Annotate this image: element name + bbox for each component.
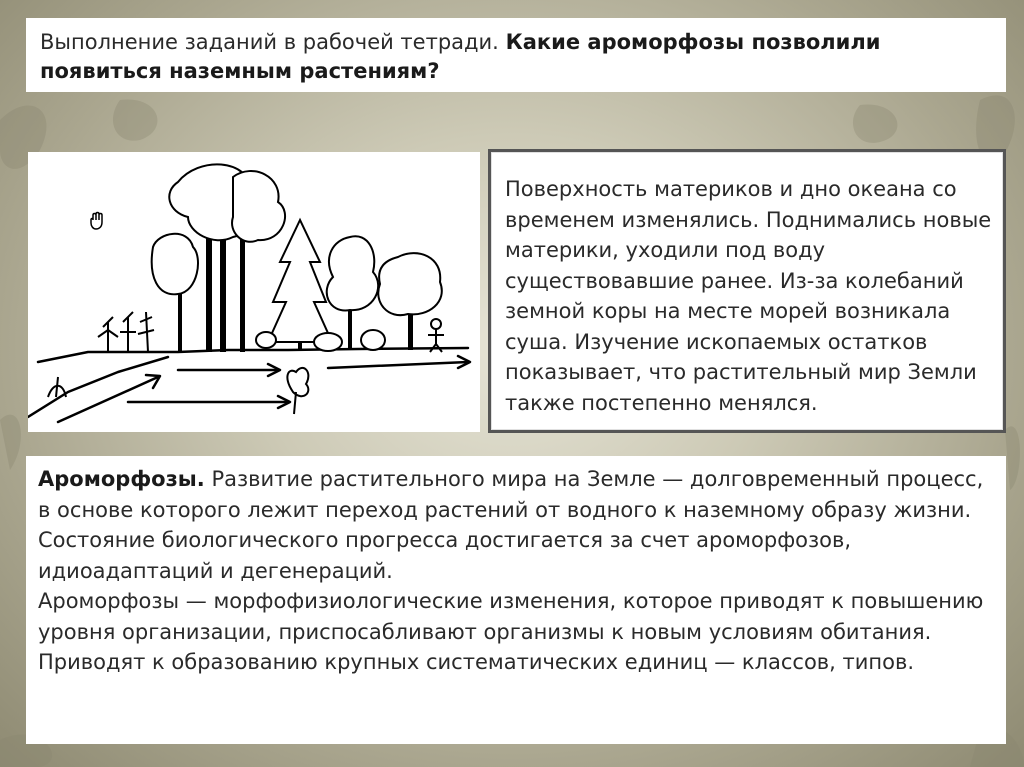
title-bold-text: Какие ароморфозы позволили появиться наземным растениям?	[40, 30, 881, 83]
plant-evolution-drawing	[28, 152, 480, 432]
plant-evolution-illustration	[28, 152, 480, 432]
side-text-panel	[488, 149, 1006, 433]
hand-cursor-icon	[91, 213, 102, 230]
arrow-icon	[58, 377, 158, 422]
title-plain-text: Выполнение заданий в рабочей тетради.	[40, 30, 499, 54]
definition-paragraph-1	[38, 464, 994, 525]
aromorphoses-definition	[26, 456, 1006, 744]
ground-line	[38, 348, 468, 362]
definition-text-1: Развитие растительного мира на Земле — долговременный процесс, в основе которого лежит переход растений от водного к наземному образу жизни.	[38, 467, 984, 522]
definition-paragraph-3: Ароморфозы — морфофизиологические изменения, которое приводят к повышению уровня организации, приспосабливают организмы к новым условиям обитания. Приводят к образованию крупных систематических единиц — классов, типов.	[38, 589, 984, 674]
definition-term: Ароморфозы.	[38, 467, 205, 491]
slide-title	[26, 18, 1006, 92]
definition-paragraph-2: Состояние биологического прогресса достигается за счет ароморфозов, идиоадаптаций и дегенераций.	[38, 528, 852, 583]
side-text: Поверхность материков и дно океана со временем изменялись. Поднимались новые материки, уходили под воду существовавшие ранее. Из-за колебаний земной коры на месте морей возникала суша. Изучение ископаемых остатков показывает, что растительный мир Земли также постепенно менялся.	[505, 177, 992, 415]
